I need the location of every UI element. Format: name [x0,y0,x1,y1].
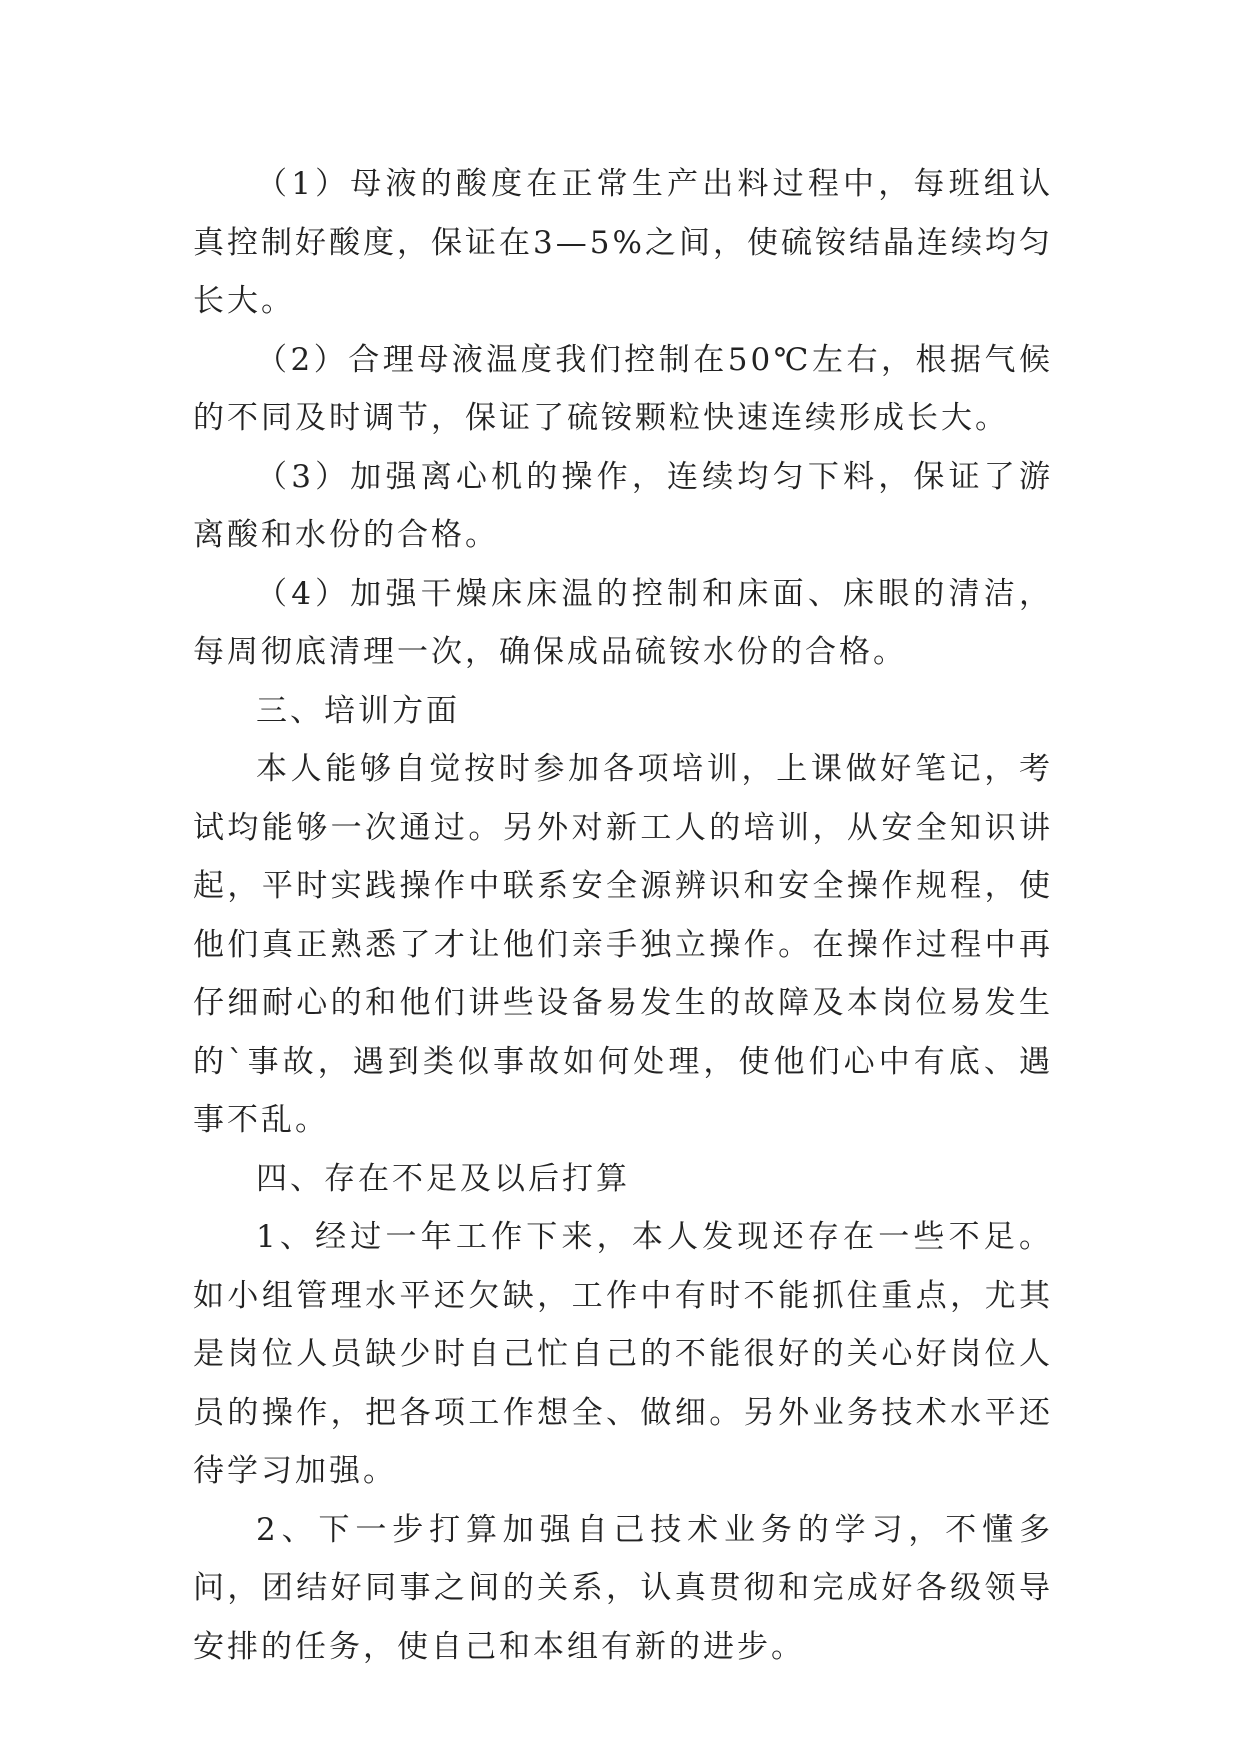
paragraph-shortcomings: 1、经过一年工作下来，本人发现还存在一些不足。如小组管理水平还欠缺，工作中有时不能抓住重点，尤其是岗位人员缺少时自己忙自己的不能很好的关心好岗位人员的操作，把各项工作想全、做细。另外业务技术水平还待学习加强。 [193,1219,1053,1489]
paragraph-mother-liquor-temperature: （2）合理母液温度我们控制在50℃左右，根据气候的不同及时调节，保证了硫铵颗粒快速连续形成长大。 [193,341,1053,436]
section-heading-shortcomings-plans: 四、存在不足及以后打算 [256,1160,630,1197]
paragraph-centrifuge-operation: （3）加强离心机的操作，连续均匀下料，保证了游离酸和水份的合格。 [193,458,1053,553]
paragraph-mother-liquor-acidity: （1）母液的酸度在正常生产出料过程中，每班组认真控制好酸度，保证在3—5%之间，使硫铵结晶连续均匀长大。 [193,166,1053,319]
section-heading-training: 三、培训方面 [256,692,460,729]
paragraph-dryer-bed-control: （4）加强干燥床床温的控制和床面、床眼的清洁，每周彻底清理一次，确保成品硫铵水份的合格。 [193,575,1053,670]
paragraph-next-steps: 2、下一步打算加强自己技术业务的学习，不懂多问，团结好同事之间的关系，认真贯彻和完成好各级领导安排的任务，使自己和本组有新的进步。 [193,1511,1053,1665]
document-body [193,155,1053,1676]
paragraph-training: 本人能够自觉按时参加各项培训，上课做好笔记，考试均能够一次通过。另外对新工人的培训，从安全知识讲起，平时实践操作中联系安全源辨识和安全操作规程，使他们真正熟悉了才让他们亲手独立操作。在操作过程中再仔细耐心的和他们讲些设备易发生的故障及本岗位易发生的`事故，遇到类似事故如何处理，使他们心中有底、遇事不乱。 [193,751,1053,1138]
